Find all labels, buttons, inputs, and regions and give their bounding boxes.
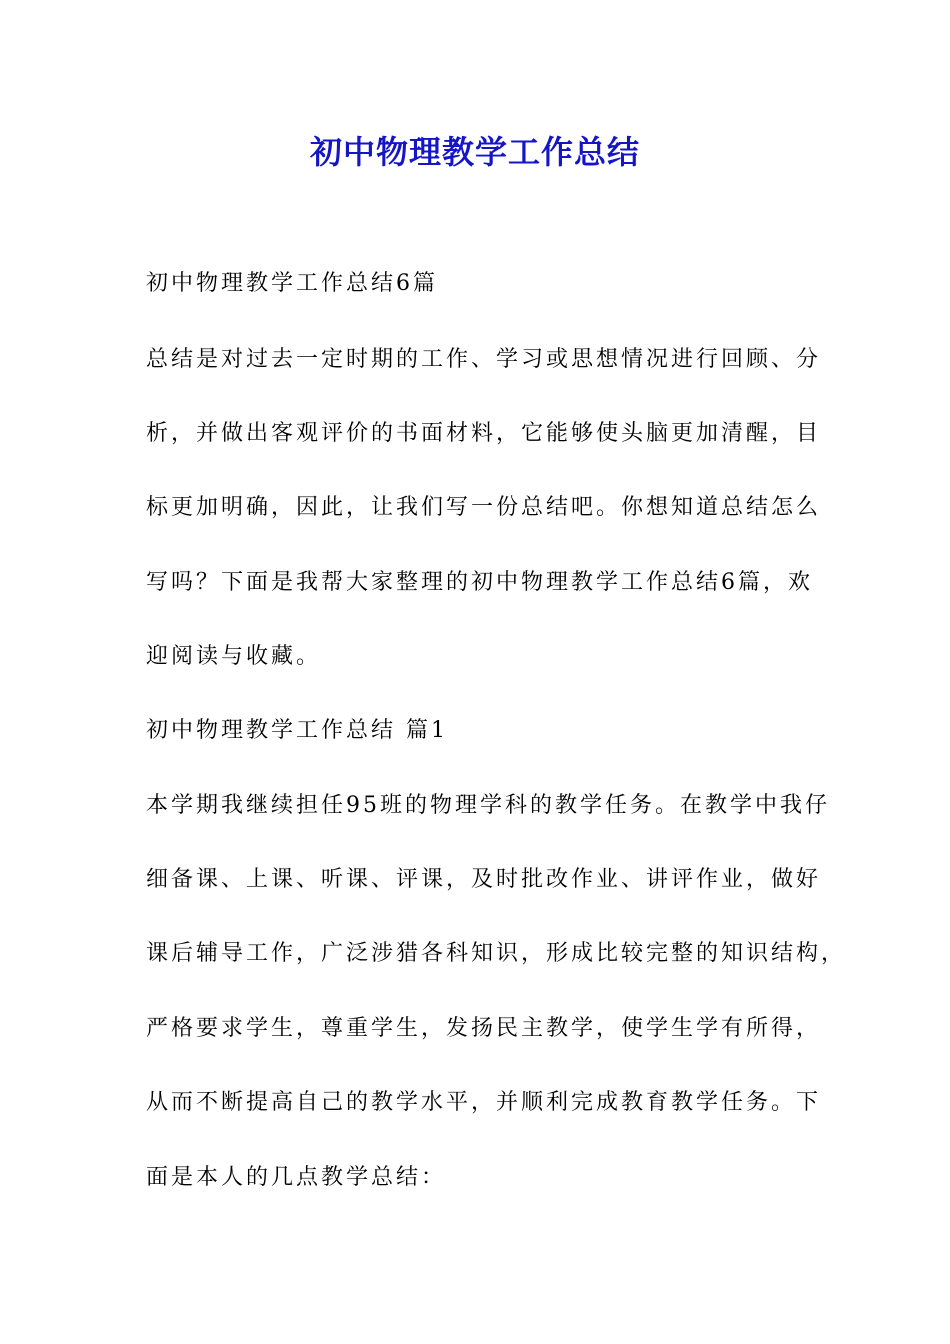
paragraph-line: 课后辅导工作，广泛涉猎各科知识，形成比较完整的知识结构， bbox=[146, 941, 847, 966]
paragraph-line: 析，并做出客观评价的书面材料，它能够使头脑更加清醒，目 bbox=[146, 421, 822, 446]
paragraph-line: 本学期我继续担任95班的物理学科的教学任务。在教学中我仔 bbox=[146, 793, 830, 818]
paragraph-line: 从而不断提高自己的教学水平，并顺利完成教育教学任务。下 bbox=[146, 1090, 822, 1115]
paragraph-line: 严格要求学生，尊重学生，发扬民主教学，使学生学有所得， bbox=[146, 1016, 822, 1041]
section-heading: 初中物理教学工作总结 篇1 bbox=[146, 718, 448, 743]
paragraph-line: 写吗？下面是我帮大家整理的初中物理教学工作总结6篇，欢 bbox=[146, 570, 813, 595]
paragraph-line: 迎阅读与收藏。 bbox=[146, 644, 322, 669]
paragraph-line: 标更加明确，因此，让我们写一份总结吧。你想知道总结怎么 bbox=[146, 495, 822, 520]
paragraph-line: 细备课、上课、听课、评课，及时批改作业、讲评作业，做好 bbox=[146, 867, 822, 892]
paragraph-line: 面是本人的几点教学总结： bbox=[146, 1165, 447, 1190]
paragraph-line: 总结是对过去一定时期的工作、学习或思想情况进行回顾、分 bbox=[146, 347, 822, 372]
subtitle-line: 初中物理教学工作总结6篇 bbox=[146, 271, 438, 296]
document-title: 初中物理教学工作总结 bbox=[309, 133, 640, 171]
